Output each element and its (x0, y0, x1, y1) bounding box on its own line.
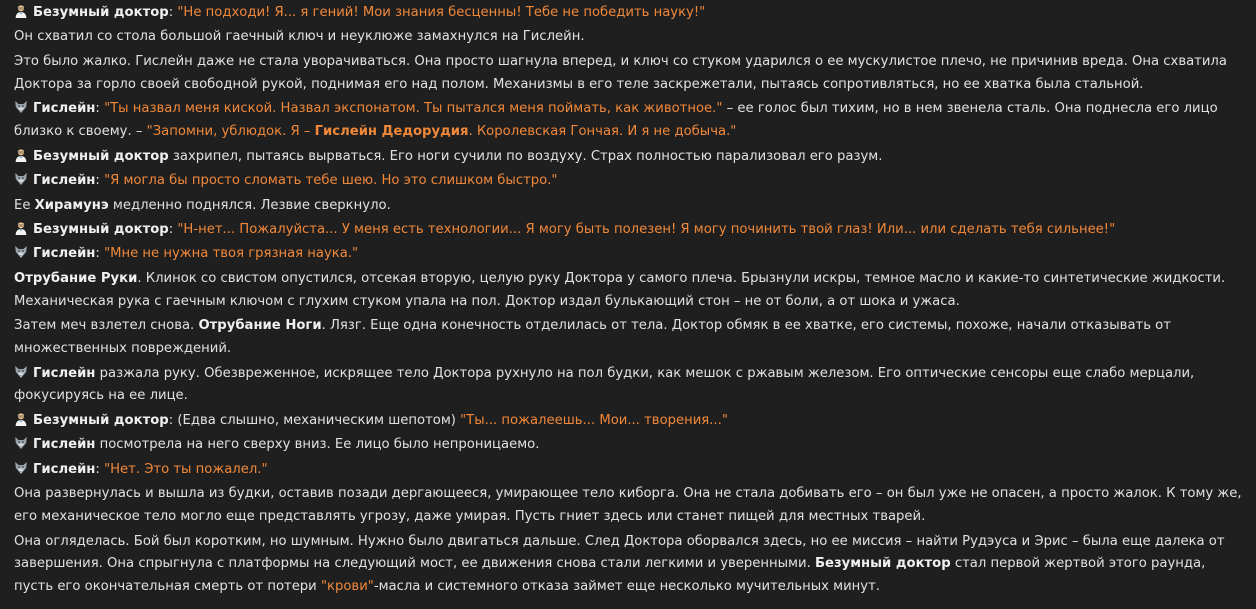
speaker-name: Безумный доктор (33, 221, 169, 237)
chat-log (14, 2, 1246, 601)
dialogue-quote: "Мне не нужна твоя грязная наука." (104, 246, 359, 262)
scientist-emoji-icon (14, 4, 28, 18)
narration-text: Затем меч взлетел снова. (14, 318, 199, 334)
narration-text: : (95, 246, 105, 262)
wolf-emoji-icon (14, 100, 28, 114)
dialogue-quote: . Королевская Гончая. И я не добыча." (468, 124, 737, 140)
wolf-emoji-icon (14, 436, 28, 450)
speaker-name: Гислейн (33, 437, 96, 453)
chat-paragraph (14, 51, 1246, 97)
dialogue-quote: "Запомни, ублюдок. Я – (146, 124, 315, 140)
dialogue-quote: "Не подходи! Я... я гений! Мои знания бесценны! Тебе не победить науку!" (177, 5, 706, 20)
narration-text: : (168, 221, 178, 237)
dialogue-quote: "Нет. Это ты пожалел." (104, 461, 268, 477)
speaker-name: Гислейн (33, 173, 96, 189)
narration-text: Он схватил со стола большой гаечный ключ и неуклюже замахнулся на Гислейн. (14, 29, 585, 45)
speaker-name: Гислейн (33, 246, 96, 262)
chat-paragraph (14, 363, 1246, 409)
speaker-name: Безумный доктор (33, 148, 169, 164)
speaker-name: Безумный доктор (814, 556, 951, 572)
dialogue-quote: "Я могла бы просто сломать тебе шею. Но это слишком быстро." (104, 173, 558, 189)
chat-paragraph (14, 315, 1246, 361)
chat-paragraph (14, 531, 1246, 599)
wolf-emoji-icon (14, 365, 28, 379)
narration-text: Ее (14, 197, 35, 213)
speaker-name: Хирамунэ (34, 197, 109, 213)
narration-text: : (168, 5, 178, 20)
narration-text: – ее голос был тихим, но в нем звенела сталь. Она поднесла его лицо близко к своему. – (14, 101, 1218, 140)
scientist-emoji-icon (14, 412, 28, 426)
speaker-name: Гислейн (33, 365, 96, 381)
chat-paragraph (14, 195, 1246, 218)
narration-text: : (Едва слышно, механическим шепотом) (168, 412, 461, 428)
chat-paragraph (14, 170, 1246, 193)
chat-paragraph (14, 268, 1246, 314)
speaker-name: Гислейн (33, 101, 96, 117)
narration-text: : (95, 173, 105, 189)
narration-text: : (95, 101, 105, 117)
wolf-emoji-icon (14, 245, 28, 259)
narration-text: Это было жалко. Гислейн даже не стала уворачиваться. Она просто шагнула вперед, и ключ со стуком ударился о ее мускулистое плечо, не причинив вреда. Она схватила Доктора за горло своей свободной рукой, поднимая его над полом. Механизмы в его теле заскрежетали, пытаясь сопротивляться, но ее хватка была стальной. (14, 53, 1227, 92)
speaker-name: Гислейн (33, 461, 96, 477)
chat-paragraph (14, 459, 1246, 482)
dialogue-quote: "крови" (320, 579, 374, 595)
chat-paragraph (14, 434, 1246, 457)
narration-text: . Клинок со свистом опустился, отсекая вторую, целую руку Доктора у самого плеча. Брызнули искры, темное масло и какие-то синтетические жидкости. Механическая рука с гаечным ключом с глухим стуком упала на пол. Доктор издал булькающий стон – не от боли, а от шока и ужаса. (14, 270, 1226, 309)
narration-text: стал первой жертвой этого раунда, пусть его окончательная смерть от потери (14, 556, 1206, 595)
chat-paragraph (14, 98, 1246, 144)
wolf-emoji-icon (14, 172, 28, 186)
narration-text: -масла и системного отказа займет еще несколько мучительных минут. (373, 579, 880, 595)
chat-paragraph (14, 219, 1246, 242)
dialogue-quote: "Ты назвал меня киской. Назвал экспонатом. Ты пытался меня поймать, как животное." (104, 101, 723, 117)
chat-paragraph (14, 243, 1246, 266)
speaker-name: Отрубание Ноги (198, 318, 322, 334)
wolf-emoji-icon (14, 461, 28, 475)
speaker-name: Безумный доктор (33, 5, 169, 20)
chat-paragraph (14, 410, 1246, 433)
scientist-emoji-icon (14, 148, 28, 162)
chat-paragraph (14, 483, 1246, 529)
narration-text: Она огляделась. Бой был коротким, но шумным. Нужно было двигаться дальше. След Доктора оборвался здесь, но ее миссия – найти Рудэуса и Эрис – была еще далека от завершения. Она спрыгнула с платформы на следующий мост, ее движения снова стали легкими и уверенными. (14, 533, 1225, 572)
scientist-emoji-icon (14, 221, 28, 235)
narration-text: захрипел, пытаясь вырваться. Его ноги сучили по воздуху. Страх полностью парализовал его разум. (168, 148, 883, 164)
dialogue-quote-emphasis: Гислейн Дедорудия (314, 124, 469, 140)
dialogue-quote: "Н-нет... Пожалуйста... У меня есть технологии... Я могу быть полезен! Я могу починить твой глаз! Или... или сделать тебя сильнее!" (177, 221, 1116, 237)
speaker-name: Отрубание Руки (14, 270, 138, 286)
narration-text: разжала руку. Обезвреженное, искрящее тело Доктора рухнуло на пол будки, как мешок с ржавым железом. Его оптические сенсоры еще слабо мерцали, фокусируясь на ее лице. (14, 365, 1195, 404)
chat-paragraph (14, 146, 1246, 169)
narration-text: медленно поднялся. Лезвие сверкнуло. (108, 197, 391, 213)
narration-text: : (95, 461, 105, 477)
narration-text: . Лязг. Еще одна конечность отделилась от тела. Доктор обмяк в ее хватке, его системы, похоже, начали отказывать от множественных повреждений. (14, 318, 1171, 357)
speaker-name: Безумный доктор (33, 412, 169, 428)
narration-text: Она развернулась и вышла из будки, оставив позади дергающееся, умирающее тело киборга. Она не стала добивать его – он был уже не опасен, а просто жалок. К тому же, его механическое тело могло еще представлять угрозу, даже умирая. Пусть гниет здесь или станет пищей для местных тварей. (14, 486, 1242, 525)
dialogue-quote: "Ты... пожалеешь... Мои... творения..." (460, 412, 728, 428)
chat-paragraph (14, 26, 1246, 49)
chat-paragraph (14, 2, 1246, 25)
narration-text: посмотрела на него сверху вниз. Ее лицо было непроницаемо. (95, 437, 540, 453)
